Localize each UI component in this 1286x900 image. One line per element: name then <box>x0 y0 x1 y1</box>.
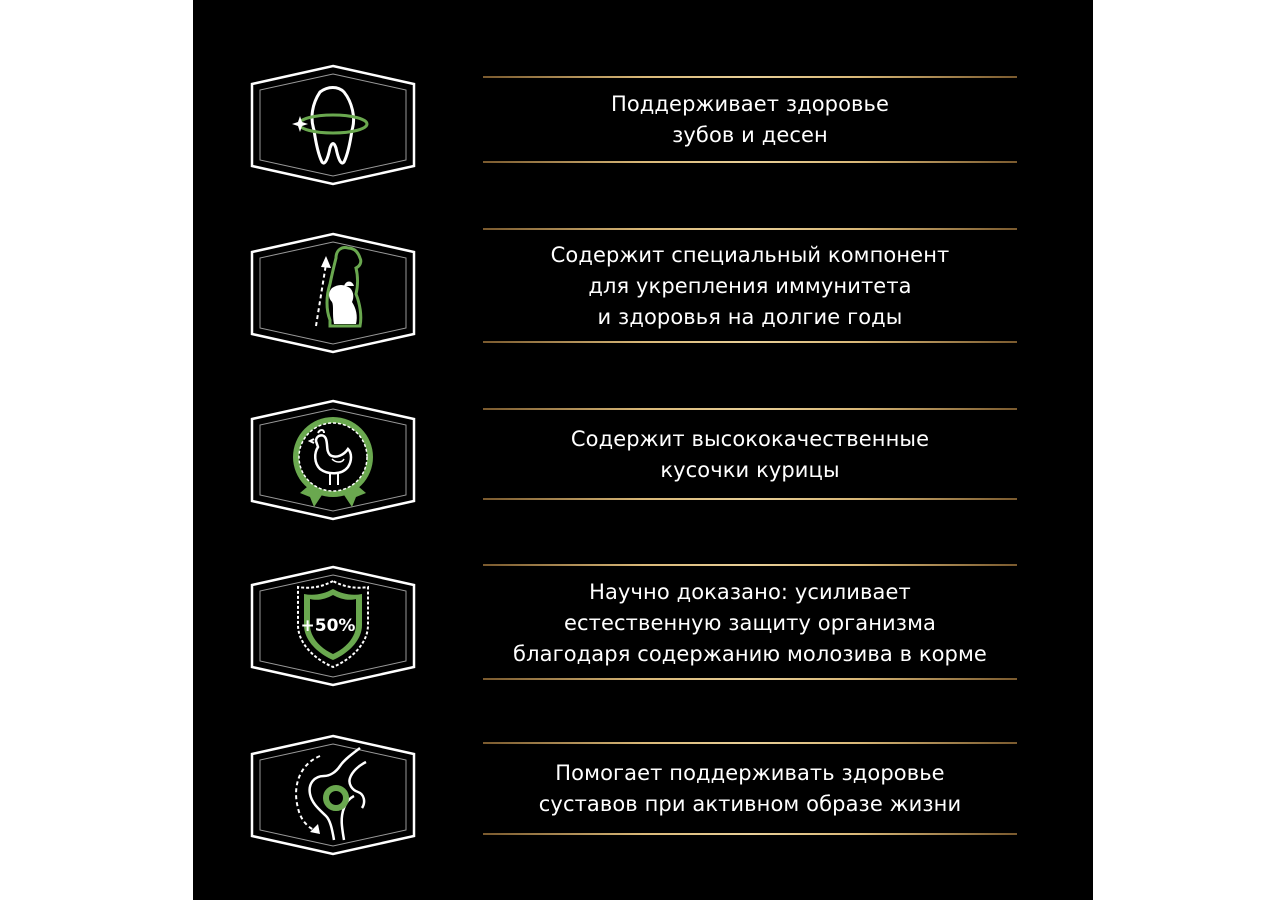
feature-line: Содержит специальный компонент <box>550 242 950 267</box>
feature-line: суставов при активном образе жизни <box>538 792 962 816</box>
badge-text: +50% <box>300 616 356 636</box>
feature-text-4 <box>483 566 1017 680</box>
joint-icon <box>248 732 418 858</box>
feature-text-5 <box>483 744 1017 834</box>
feature-line: благодаря содержанию молозива в корме <box>513 641 987 666</box>
shield-icon <box>248 563 418 689</box>
divider-rule <box>483 678 1017 680</box>
feature-line: естественную защиту организма <box>564 610 936 635</box>
feature-line: Содержит высококачественные <box>570 427 930 451</box>
growing-dog-icon <box>248 230 418 356</box>
feature-line: и здоровья на долгие годы <box>597 304 903 329</box>
feature-line: Научно доказано: усиливает <box>589 579 911 604</box>
feature-text-1 <box>483 78 1017 162</box>
divider-rule <box>483 161 1017 163</box>
feature-panel <box>193 0 1093 900</box>
divider-rule <box>483 498 1017 500</box>
feature-line: зубов и десен <box>672 123 828 147</box>
feature-line: Поддерживает здоровье <box>610 92 890 116</box>
divider-rule <box>483 341 1017 343</box>
feature-line: для укрепления иммунитета <box>588 273 912 298</box>
divider-rule <box>483 833 1017 835</box>
feature-text-3 <box>483 410 1017 500</box>
tooth-icon <box>248 62 418 188</box>
chicken-badge-icon <box>248 397 418 523</box>
feature-line: кусочки курицы <box>660 458 840 482</box>
feature-line: Помогает поддерживать здоровье <box>555 761 945 785</box>
feature-text-2 <box>483 230 1017 342</box>
